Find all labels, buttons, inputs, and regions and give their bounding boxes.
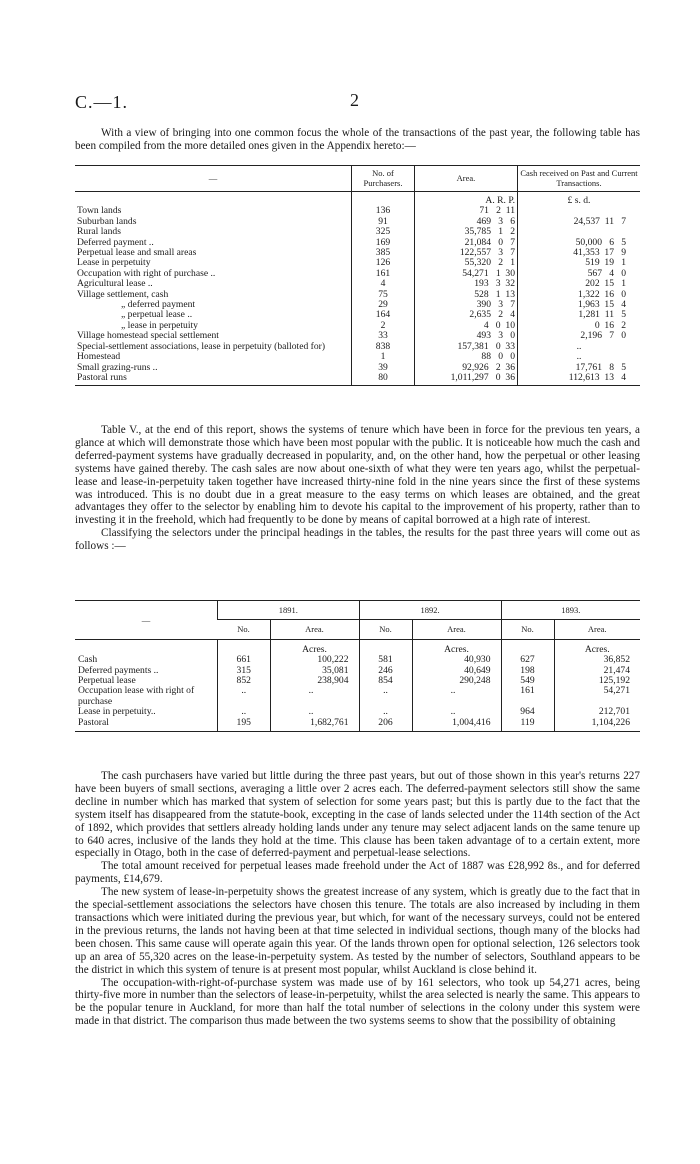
t1-row-purchasers: 33 — [352, 331, 415, 341]
t2-cell-area: 54,271 — [554, 686, 640, 707]
para4-text: The total amount received for perpetual leases made freehold under the Act of 1887 was £28,992 8s., and for deferred payments, £14,679. — [75, 860, 640, 886]
t1-row-label: Lease in perpetuity — [77, 257, 151, 269]
t1-row-purchasers: 1 — [352, 352, 415, 362]
t2-cell-area: 1,104,226 — [554, 718, 640, 732]
t2-cell-no: 854 — [359, 676, 412, 686]
table-row — [75, 707, 640, 717]
t1-row-purchasers: 80 — [352, 373, 415, 386]
t1-header-blank: — — [75, 166, 352, 192]
intro-paragraph — [75, 127, 640, 153]
t1-row-label: „ lease in perpetuity — [121, 319, 198, 331]
t1-row-cash: 2,196 7 0 — [518, 331, 641, 341]
t1-row-area: 157,381 0 33 — [415, 342, 518, 352]
t2-cell-no: 195 — [218, 718, 271, 732]
t2-unit-no-blank — [218, 639, 271, 655]
t2-cell-area: 36,852 — [554, 655, 640, 665]
t1-row-purchasers: 29 — [352, 300, 415, 310]
t1-row-purchasers: 126 — [352, 258, 415, 268]
t2-year-1893: 1893. — [501, 601, 640, 620]
t1-unit-no — [352, 192, 415, 207]
t1-row-area: 390 3 7 — [415, 300, 518, 310]
t2-cell-area: 40,930 — [412, 655, 501, 665]
t2-unit-acres: Acres. — [270, 639, 359, 655]
t2-cell-area: 35,081 — [270, 666, 359, 676]
t2-cell-no: 198 — [501, 666, 554, 676]
table-row — [75, 655, 640, 665]
t1-row-purchasers: 164 — [352, 310, 415, 320]
table-row — [75, 342, 640, 352]
t2-cell-no: 119 — [501, 718, 554, 732]
t1-row-purchasers: 161 — [352, 269, 415, 279]
t2-cell-no: 627 — [501, 655, 554, 665]
t1-row-cash: 1,963 15 4 — [518, 300, 641, 310]
t1-row-area: 92,926 2 36 — [415, 363, 518, 373]
t2-cell-no: 581 — [359, 655, 412, 665]
t1-row-cash: 1,281 11 5 — [518, 310, 641, 320]
t2-sub-no-3: No. — [501, 620, 554, 639]
t1-row-cash: 17,761 8 5 — [518, 363, 641, 373]
t2-cell-area: 100,222 — [270, 655, 359, 665]
table-row — [75, 217, 640, 227]
t1-row-label: Homestead — [77, 351, 121, 363]
para6-text: The occupation-with-right-of-purchase system was made use of by 161 selectors, who took up 54,271 acres, being thirty-five more in number than the selectors of lease-in-perpetuity, whilst the area selected is nearly the same. This appears to be the popular tenure in Auckland, for more than half the total number of selections in the colony under this system were made in that district. The comparison thus made between the two systems seems to show that the possibility of obtaining — [75, 976, 640, 1028]
table-row — [75, 206, 640, 216]
t1-row-purchasers: 169 — [352, 238, 415, 248]
t2-cell-no: .. — [218, 686, 271, 707]
t2-row-label: Cash — [78, 654, 98, 666]
table-row — [75, 363, 640, 373]
t1-row-label: Perpetual lease and small areas — [77, 247, 197, 259]
t1-row-label: Town lands — [77, 205, 122, 217]
t1-row-purchasers: 75 — [352, 290, 415, 300]
t2-cell-area: 1,682,761 — [270, 718, 359, 732]
t1-row-label: Deferred payment .. — [77, 236, 154, 248]
t1-row-label: Village settlement, cash — [77, 288, 169, 300]
t2-row-label: Perpetual lease — [78, 675, 136, 687]
t1-row-cash: 519 19 1 — [518, 258, 641, 268]
para2-text: Classifying the selectors under the principal headings in the tables, the results for the past three years will come out as follows :— — [75, 527, 640, 553]
t1-row-cash: 50,000 6 5 — [518, 238, 641, 248]
t2-sub-no-2: No. — [359, 620, 412, 639]
t1-row-label: Village homestead special settlement — [77, 330, 219, 342]
selectors-table — [75, 600, 640, 732]
t1-row-area: 122,557 3 7 — [415, 248, 518, 258]
t1-row-area: 2,635 2 4 — [415, 310, 518, 320]
t1-row-label: „ deferred payment — [121, 299, 196, 311]
t1-row-cash: 0 16 2 — [518, 321, 641, 331]
intro-text: With a view of bringing into one common focus the whole of the transactions of the past year, the following table has been compiled from the more detailed ones given in the Appendix hereto:— — [75, 127, 640, 152]
t2-year-1892: 1892. — [359, 601, 501, 620]
t2-row-label: Occupation lease with right of purchase — [78, 685, 195, 707]
t1-unit-area: A. R. P. — [415, 192, 518, 207]
t1-body — [75, 192, 640, 386]
table-row — [75, 352, 640, 362]
t2-cell-area: .. — [270, 686, 359, 707]
t2-cell-no: .. — [359, 686, 412, 707]
t1-row-cash: .. — [518, 342, 641, 352]
t2-cell-no: .. — [218, 707, 271, 717]
t1-row-purchasers: 385 — [352, 248, 415, 258]
t1-unit-label — [75, 192, 352, 207]
t1-row-cash: .. — [518, 352, 641, 362]
t1-row-purchasers: 325 — [352, 227, 415, 237]
t2-unit-acres: Acres. — [554, 639, 640, 655]
table-row — [75, 227, 640, 237]
t2-unit-no-blank — [501, 639, 554, 655]
t1-row-area: 469 3 6 — [415, 217, 518, 227]
t1-row-label: Agricultural lease .. — [77, 278, 153, 290]
t2-sub-area-2: Area. — [412, 620, 501, 639]
t1-row-cash: 202 15 1 — [518, 279, 641, 289]
transactions-table — [75, 165, 640, 386]
t2-cell-area: 212,701 — [554, 707, 640, 717]
t2-cell-area: 1,004,416 — [412, 718, 501, 732]
t1-row-area: 54,271 1 30 — [415, 269, 518, 279]
t1-row-purchasers: 838 — [352, 342, 415, 352]
t2-unit-acres: Acres. — [412, 639, 501, 655]
t2-cell-area: 21,474 — [554, 666, 640, 676]
t2-row-label: Lease in perpetuity.. — [78, 706, 156, 718]
t2-sub-area-1: Area. — [270, 620, 359, 639]
t2-cell-no: 161 — [501, 686, 554, 707]
t2-header-blank: — — [75, 601, 218, 640]
t1-row-cash: 1,322 16 0 — [518, 290, 641, 300]
t1-row-purchasers: 4 — [352, 279, 415, 289]
t2-body — [75, 639, 640, 731]
t2-cell-area: 238,904 — [270, 676, 359, 686]
t2-cell-no: 315 — [218, 666, 271, 676]
paragraph-table-v — [75, 424, 640, 553]
t1-row-area: 71 2 11 — [415, 206, 518, 216]
t1-row-label: Pastoral runs — [75, 373, 352, 386]
t2-cell-area: .. — [412, 686, 501, 707]
t1-row-cash: 24,537 11 7 — [518, 217, 641, 227]
t1-row-area: 55,320 2 1 — [415, 258, 518, 268]
para1-text: Table V., at the end of this report, shows the systems of tenure which have been in force for the previous ten years, a glance at which will demonstrate those which have been most popular with the public. It is noticeable how much the cash and deferred-payment systems have gradually decreased in popularity, and, on the other hand, how the perpetual or other leasing systems have gained thereby. The cash sales are now about one-sixth of what they were ten years ago, whilst the perpetual-lease and lease-in-perpetuity taken together have increased thirty-nine fold in the nine years since the first of these systems was introduced. This is no doubt due in a great measure to the easy terms on which leases are obtained, and the great advantages they offer to the selector by enabling him to devote his capital to the improvement of his property, rather than to investing it in the freehold, which had frequently to be done by means of capital borrowed at a high rate of interest. — [75, 424, 640, 527]
t1-row-area: 1,011,297 0 36 — [415, 373, 518, 386]
t1-row-purchasers: 136 — [352, 206, 415, 216]
t2-year-1891: 1891. — [218, 601, 360, 620]
para3-text: The cash purchasers have varied but little during the three past years, but out of those shown in this year's returns 227 have been buyers of small sections, averaging a little over 2 acres each. The deferred-payment selectors still show the same decline in number which has marked that system of selection for some years past; but this is partly due to the fact that the system itself has disappeared from the statute-book, excepting in the case of lands selected under the 114th section of the Act of 1892, which provides that settlers already holding lands under any tenure may select adjacent lands on the same tenure up to 640 acres, inclusive of the lands they hold at the time. This clause has been taken advantage of to a certain extent, more especially in Otago, both in the case of deferred-payment and perpetual-lease selections. — [75, 770, 640, 860]
t2-cell-no: 206 — [359, 718, 412, 732]
t1-row-label: Suburban lands — [77, 215, 137, 227]
t1-row-cash: 567 4 0 — [518, 269, 641, 279]
t1-row-label: Occupation with right of purchase .. — [77, 267, 216, 279]
t1-row-purchasers: 2 — [352, 321, 415, 331]
t1-unit-cash: £ s. d. — [518, 192, 641, 207]
t1-row-area: 528 1 13 — [415, 290, 518, 300]
t2-cell-no: .. — [359, 707, 412, 717]
t2-sub-no-1: No. — [218, 620, 271, 639]
body-paragraphs — [75, 770, 640, 1028]
t1-row-label: Small grazing-runs .. — [77, 361, 158, 373]
t2-cell-area: 290,248 — [412, 676, 501, 686]
table-row — [75, 666, 640, 676]
t1-row-area: 21,084 0 7 — [415, 238, 518, 248]
t2-cell-area: .. — [412, 707, 501, 717]
t2-cell-no: 246 — [359, 666, 412, 676]
table-row — [75, 248, 640, 258]
t2-cell-area: 40,649 — [412, 666, 501, 676]
t1-header-cash: Cash received on Past and Current Transactions. — [518, 166, 641, 192]
table-row — [75, 269, 640, 279]
t2-cell-area: .. — [270, 707, 359, 717]
para5-text: The new system of lease-in-perpetuity shows the greatest increase of any system, which is greatly due to the fact that in the special-settlement associations the selectors have chosen this tenure. The totals are also increased by including in them transactions which were initiated during the previous year, but which, for want of the necessary surveys, could not be entered in the previous returns, the lands not having been at that time selected in individual sections, though many of the blocks had been chosen. This same cause will operate again this year. Of the lands thrown open for optional selection, 126 selectors took up an area of 55,320 acres on the lease-in-perpetuity system. As tested by the number of selectors, Southland appears to be the district in which this system of tenure is at present most popular, whilst Auckland is close behind it. — [75, 886, 640, 976]
t1-row-area: 88 0 0 — [415, 352, 518, 362]
t2-sub-area-3: Area. — [554, 620, 640, 639]
t1-row-cash: 41,353 17 9 — [518, 248, 641, 258]
t2-cell-no: 549 — [501, 676, 554, 686]
table-row — [75, 373, 640, 386]
t1-row-area: 35,785 1 2 — [415, 227, 518, 237]
table-row — [75, 718, 640, 732]
t2-unit-blank — [75, 639, 218, 655]
t1-row-label: Rural lands — [77, 226, 121, 238]
document-reference: C.—1. — [75, 92, 129, 112]
t2-cell-no: 661 — [218, 655, 271, 665]
t1-row-cash: 112,613 13 4 — [518, 373, 641, 386]
t2-cell-area: 125,192 — [554, 676, 640, 686]
t2-row-label: Deferred payments .. — [78, 664, 159, 676]
t2-cell-no: 964 — [501, 707, 554, 717]
table-row — [75, 686, 640, 707]
t1-row-label: „ perpetual lease .. — [121, 309, 193, 321]
t1-header-purchasers: No. of Purchasers. — [352, 166, 415, 192]
t2-cell-no: 852 — [218, 676, 271, 686]
t1-row-purchasers: 91 — [352, 217, 415, 227]
t1-row-area: 493 3 0 — [415, 331, 518, 341]
t2-row-label: Pastoral — [75, 718, 218, 732]
t1-row-area: 4 0 10 — [415, 321, 518, 331]
t1-row-area: 193 3 32 — [415, 279, 518, 289]
t1-row-label: Special-settlement associations, lease in perpetuity (balloted for) — [77, 340, 326, 352]
t1-row-purchasers: 39 — [352, 363, 415, 373]
t1-header-area: Area. — [415, 166, 518, 192]
page-number: 2 — [350, 90, 359, 110]
t2-unit-no-blank — [359, 639, 412, 655]
